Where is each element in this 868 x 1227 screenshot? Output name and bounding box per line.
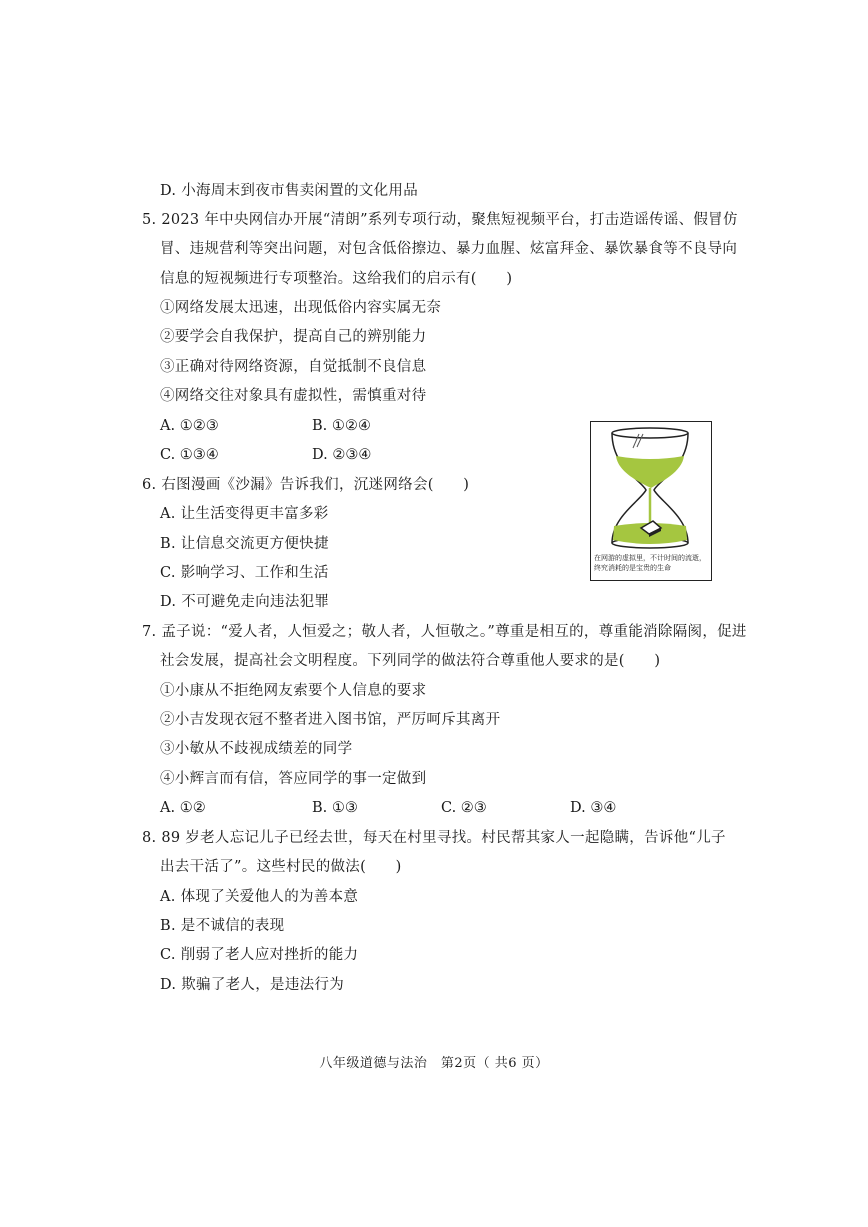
q4-option-d: D. 小海周末到夜市售卖闲置的文化用品 — [160, 183, 419, 199]
q6-option-d: D. 不可避免走向违法犯罪 — [160, 594, 330, 610]
q7-option-b: B. ①③ — [312, 800, 358, 816]
q5-option-c: C. ①③④ — [160, 447, 219, 463]
q6-option-a: A. 让生活变得更丰富多彩 — [160, 506, 329, 522]
q8-option-d: D. 欺骗了老人，是违法行为 — [160, 977, 345, 993]
q5-option-b: B. ①②④ — [312, 418, 371, 434]
q5-stem-line-3: 信息的短视频进行专项整治。这给我们的启示有( ) — [160, 271, 513, 287]
q5-option-d: D. ②③④ — [312, 447, 372, 463]
q6-stem: 6. 右图漫画《沙漏》告诉我们，沉迷网络会( ) — [142, 477, 470, 493]
q5-option-a: A. ①②③ — [160, 418, 219, 434]
q7-stem-line-1: 7. 孟子说：“爱人者，人恒爱之；敬人者，人恒敬之。”尊重是相互的，尊重能消除隔阂，促进 — [142, 624, 747, 640]
q7-option-d: D. ③④ — [570, 800, 617, 816]
q7-option-a: A. ①② — [160, 800, 206, 816]
q5-item-4: ④网络交往对象具有虚拟性，需慎重对待 — [160, 388, 427, 404]
q7-option-c: C. ②③ — [441, 800, 487, 816]
q6-option-c: C. 影响学习、工作和生活 — [160, 565, 329, 581]
q8-stem-line-1: 8. 89 岁老人忘记儿子已经去世，每天在村里寻找。村民帮其家人一起隐瞒，告诉他“儿子 — [142, 830, 726, 846]
cartoon-caption: 在网游的虚拟里，不计时间的流逝，终究消耗的是宝贵的生命 — [594, 554, 706, 572]
q7-item-1: ①小康从不拒绝网友索要个人信息的要求 — [160, 683, 427, 699]
q8-option-a: A. 体现了关爱他人的为善本意 — [160, 889, 359, 905]
q7-item-2: ②小吉发现衣冠不整者进入图书馆，严厉呵斥其离开 — [160, 712, 501, 728]
hourglass-cartoon — [590, 421, 712, 581]
q5-stem-line-2: 冒、违规营利等突出问题，对包含低俗擦边、暴力血腥、炫富拜金、暴饮暴食等不良导向 — [160, 241, 738, 257]
q5-item-2: ②要学会自我保护，提高自己的辨别能力 — [160, 329, 427, 345]
q8-option-b: B. 是不诚信的表现 — [160, 918, 285, 934]
q8-stem-line-2: 出去干活了”。这些村民的做法( ) — [160, 859, 402, 875]
q7-item-4: ④小辉言而有信，答应同学的事一定做到 — [160, 771, 427, 787]
q6-option-b: B. 让信息交流更方便快捷 — [160, 536, 329, 552]
page-footer: 八年级道德与法治 第2页（ 共6 页） — [319, 1056, 549, 1071]
q7-stem-line-2: 社会发展，提高社会文明程度。下列同学的做法符合尊重他人要求的是( ) — [160, 653, 661, 669]
q5-stem-line-1: 5. 2023 年中央网信办开展“清朗”系列专项行动，聚焦短视频平台，打击造谣传谣、假冒仿 — [142, 212, 738, 228]
q7-item-3: ③小敏从不歧视成绩差的同学 — [160, 741, 353, 757]
q5-item-1: ①网络发展太迅速，出现低俗内容实属无奈 — [160, 300, 442, 316]
q8-option-c: C. 削弱了老人应对挫折的能力 — [160, 947, 359, 963]
q5-item-3: ③正确对待网络资源，自觉抵制不良信息 — [160, 359, 427, 375]
